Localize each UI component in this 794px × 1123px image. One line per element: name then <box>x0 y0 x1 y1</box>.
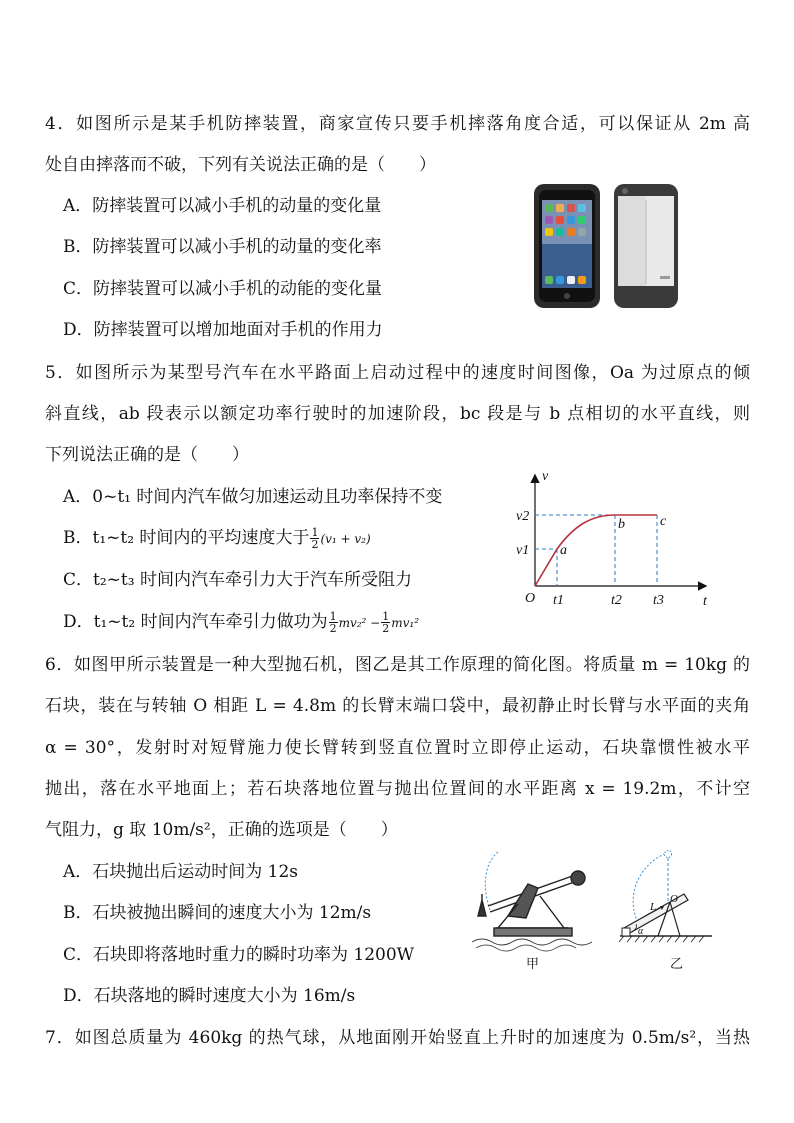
label-O: O <box>670 893 678 905</box>
q7-stem-line1: 7．如图总质量为 460kg 的热气球，从地面刚开始竖直上升时的加速度为 0.5m/s²，当热 <box>45 1028 750 1048</box>
q5-option-d <box>63 611 419 634</box>
q6-option-c: C．石块即将落地时重力的瞬时功率为 1200W <box>63 945 415 965</box>
q5-option-d-term-1: mv₂² − <box>338 616 381 630</box>
fraction-denominator: 2 <box>311 538 319 551</box>
point-a-label: a <box>560 543 567 558</box>
guide-lines <box>535 515 657 586</box>
catapult-figure-jia <box>468 846 598 974</box>
q5-option-a: A．0~t₁ 时间内汽车做匀加速运动且功率保持不变 <box>63 487 443 507</box>
label-L: L <box>650 901 657 913</box>
label-alpha: α <box>638 926 644 937</box>
q5-stem-line2: 斜直线，ab 段表示以额定功率行驶时的加速阶段，bc 段是与 b 点相切的水平直线，则 <box>45 404 750 424</box>
phone-front <box>534 184 600 308</box>
q5-option-c: C．t₂~t₃ 时间内汽车牵引力大于汽车所受阻力 <box>63 570 412 590</box>
v-axis-label: v <box>542 469 549 484</box>
q6-stem-line1: 6．如图甲所示装置是一种大型抛石机，图乙是其工作原理的简化图。将质量 m = 10kg 的 <box>45 655 750 675</box>
q6-stem-line5: 气阻力，g 取 10m/s²，正确的选项是（ ） <box>45 820 398 840</box>
q5-option-b <box>63 527 371 550</box>
q6-stem-line4: 抛出，落在水平地面上；若石块落地位置与抛出位置间的水平距离 x = 19.2m，不计空 <box>45 779 750 799</box>
q6-stem-line2: 石块，装在与转轴 O 相距 L = 4.8m 的长臂末端口袋中，最初静止时长臂与水平面的夹角 <box>45 696 750 716</box>
stone-box <box>622 928 630 936</box>
q5-option-d-term-2: mv₁² <box>391 616 420 630</box>
q6-option-b: B．石块被抛出瞬间的速度大小为 12m/s <box>63 903 372 923</box>
q5-option-b-text: B．t₁~t₂ 时间内的平均速度大于 <box>63 528 310 548</box>
q5-option-d-fraction-1 <box>329 611 338 634</box>
point-b-label: b <box>618 517 625 532</box>
point-c-label: c <box>660 514 667 529</box>
velocity-time-graph <box>505 468 720 610</box>
t-axis-label: t <box>703 594 707 609</box>
t3-label: t3 <box>653 593 664 608</box>
fraction-denominator: 2 <box>329 622 337 635</box>
t2-label: t2 <box>611 593 622 608</box>
q6-option-a: A．石块抛出后运动时间为 12s <box>63 862 299 882</box>
velocity-curve <box>535 515 657 586</box>
figure-jia-label: 甲 <box>526 957 540 972</box>
q5-option-d-fraction-2 <box>381 611 390 634</box>
fraction-numerator: 1 <box>311 526 319 539</box>
q6-option-d: D．石块落地的瞬时速度大小为 16m/s <box>63 986 356 1006</box>
t1-label: t1 <box>553 593 564 608</box>
trajectory-arc <box>485 852 498 910</box>
top-position-dot <box>665 851 672 858</box>
phone-case-figure <box>530 180 682 312</box>
fraction-numerator: 1 <box>329 610 337 623</box>
q6-stem-line3: α = 30°，发射时对短臂施力使长臂转到竖直位置时立即停止运动，石块靠惯性被水平 <box>45 738 750 758</box>
q4-stem-line2: 处自由摔落而不破，下列有关说法正确的是（ ） <box>45 155 436 175</box>
schematic-figure-yi <box>614 846 714 974</box>
q4-option-c: C．防摔装置可以减小手机的动能的变化量 <box>63 279 383 299</box>
q5-stem-line1: 5．如图所示为某型号汽车在水平路面上启动过程中的速度时间图像，Oa 为过原点的倾 <box>45 363 750 383</box>
phone-back <box>614 184 678 308</box>
v2-label: v2 <box>516 509 530 524</box>
q4-option-a: A．防摔装置可以减小手机的动量的变化量 <box>63 196 382 216</box>
q5-stem-line3: 下列说法正确的是（ ） <box>45 445 249 465</box>
q4-stem-line1: 4．如图所示是某手机防摔装置，商家宣传只要手机摔落角度合适，可以保证从 2m 高 <box>45 114 750 134</box>
q5-option-b-expression: (v₁ + v₂) <box>320 532 371 546</box>
fraction-denominator: 2 <box>382 622 390 635</box>
q4-option-b: B．防摔装置可以减小手机的动量的变化率 <box>63 237 382 257</box>
lever-arm <box>624 894 688 934</box>
q4-option-d: D．防摔装置可以增加地面对手机的作用力 <box>63 320 383 340</box>
origin-label: O <box>525 591 536 606</box>
q5-option-b-fraction <box>310 527 319 550</box>
fraction-numerator: 1 <box>382 610 390 623</box>
v1-label: v1 <box>516 543 530 558</box>
figure-yi-label: 乙 <box>670 957 684 972</box>
q5-option-d-text: D．t₁~t₂ 时间内汽车牵引力做功为 <box>63 612 328 632</box>
